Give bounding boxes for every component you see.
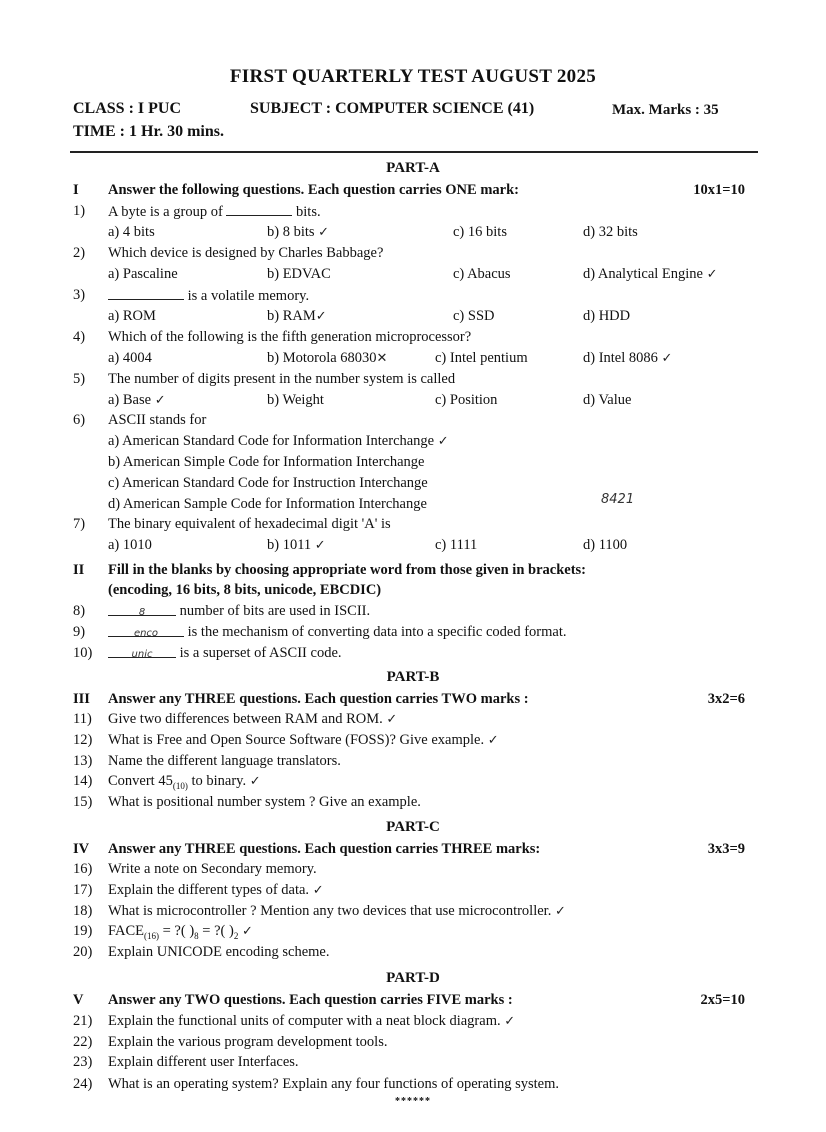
answer-blank (108, 624, 184, 637)
option-b (267, 224, 329, 241)
option-b: b) Weight (267, 392, 324, 408)
tick-mark-icon: ✓ (437, 434, 449, 449)
question-number: 4) (73, 329, 86, 345)
expr-part: = ?( ) (198, 923, 234, 939)
question-text (108, 624, 567, 641)
question-text (108, 1013, 515, 1030)
question-text (108, 645, 342, 662)
tick-mark-icon: ✓ (487, 733, 499, 748)
expr-part: = ?( ) (159, 923, 195, 939)
section-instructions: Answer any TWO questions. Each question carries FIVE marks : (108, 992, 513, 1008)
question-text-start: Convert 45 (108, 773, 173, 789)
handwritten-answer: unic (131, 649, 153, 660)
question-text: Which of the following is the fifth generation microprocessor? (108, 329, 472, 345)
question-number: 18) (73, 903, 93, 919)
tick-mark-icon: ✓ (249, 774, 261, 789)
question-text: Name the different language translators. (108, 753, 341, 769)
question-text (108, 882, 324, 899)
question-number: 21) (73, 1013, 93, 1029)
question-text (108, 603, 370, 620)
max-marks-label: Max. Marks : 35 (612, 102, 719, 118)
question-number: 10) (73, 645, 93, 661)
option-b-text: b) 8 bits (267, 224, 315, 240)
section-instructions: Answer the following questions. Each question carries ONE mark: (108, 182, 519, 198)
option-b-text: b) 1011 (267, 537, 312, 553)
expr-part: FACE (108, 923, 144, 939)
question-text: The number of digits present in the number system is called (108, 371, 456, 387)
question-number: 13) (73, 753, 93, 769)
option-d-text: d) Analytical Engine (583, 266, 703, 282)
question-number: 24) (73, 1076, 93, 1092)
question-text-end: bits. (296, 204, 321, 220)
part-d-heading: PART-D (386, 970, 440, 986)
question-number: 22) (73, 1034, 93, 1050)
question-text (108, 773, 261, 791)
option-a: a) 1010 (108, 537, 152, 553)
question-number: 6) (73, 412, 86, 428)
tick-mark-icon: ✓ (706, 267, 718, 282)
exam-title: FIRST QUARTERLY TEST AUGUST 2025 (229, 66, 597, 87)
answer-blank (108, 645, 176, 658)
question-number: 2) (73, 245, 86, 261)
option-c: c) American Standard Code for Instruction Interchange (108, 475, 428, 491)
base-subscript: 2 (233, 930, 239, 941)
word-bank: (encoding, 16 bits, 8 bits, unicode, EBCDIC) (108, 582, 382, 598)
question-number: 12) (73, 732, 93, 748)
option-c: c) 16 bits (453, 224, 507, 240)
option-b (267, 537, 326, 554)
question-number: 7) (73, 516, 86, 532)
tick-mark-icon: ✓ (504, 1014, 516, 1029)
question-text: ASCII stands for (108, 412, 207, 428)
answer-blank (226, 203, 292, 216)
question-text-end: is a volatile memory. (187, 288, 310, 304)
option-a-text: a) American Standard Code for Information Interchange (108, 433, 435, 449)
option-b: b) American Simple Code for Information Interchange (108, 454, 425, 470)
part-b-heading: PART-B (386, 669, 440, 685)
option-a: a) Pascaline (108, 266, 178, 282)
section-marks: 10x1=10 (693, 182, 745, 198)
tick-mark-icon: ✓ (661, 351, 673, 366)
tick-mark-icon: ✓ (154, 393, 166, 408)
part-c-heading: PART-C (386, 819, 440, 835)
question-text-content: What is Free and Open Source Software (FOSS)? Give example. (108, 732, 485, 748)
tick-mark-icon: ✓ (318, 225, 330, 240)
end-of-paper-marker: ****** (395, 1096, 431, 1107)
question-text-end: to binary. (187, 773, 247, 789)
tick-mark-icon: ✓ (386, 712, 398, 727)
option-a: a) 4 bits (108, 224, 155, 240)
option-d: d) HDD (583, 308, 631, 324)
option-c: c) Intel pentium (435, 350, 528, 366)
section-number: V (73, 992, 84, 1008)
tick-mark-icon: ✓ (241, 924, 253, 939)
section-marks: 2x5=10 (700, 992, 745, 1008)
option-b-text: b) Motorola 68030 (267, 350, 377, 366)
question-number: 1) (73, 203, 86, 219)
tick-mark-icon: ✓ (312, 883, 324, 898)
section-number: III (73, 691, 90, 707)
question-text: The binary equivalent of hexadecimal digit 'A' is (108, 516, 391, 532)
option-d: d) 32 bits (583, 224, 638, 240)
question-number: 23) (73, 1054, 93, 1070)
question-text-content: What is microcontroller ? Mention any two devices that use microcontroller. (108, 903, 552, 919)
base-subscript: (10) (172, 780, 188, 791)
answer-blank (108, 287, 184, 300)
question-number: 15) (73, 794, 93, 810)
question-number: 8) (73, 603, 86, 619)
section-instructions: Answer any THREE questions. Each question carries THREE marks: (108, 841, 541, 857)
question-number: 16) (73, 861, 93, 877)
section-instructions: Fill in the blanks by choosing appropriate word from those given in brackets: (108, 562, 587, 578)
question-number: 20) (73, 944, 93, 960)
tick-mark-icon: ✓ (315, 309, 327, 324)
option-b (267, 350, 387, 367)
question-text (108, 903, 566, 920)
question-number: 3) (73, 287, 86, 303)
question-text (108, 203, 321, 221)
option-b-text: b) RAM (267, 308, 316, 324)
question-text: Which device is designed by Charles Babbage? (108, 245, 384, 261)
subject-label: SUBJECT : COMPUTER SCIENCE (41) (250, 100, 535, 117)
option-d (583, 266, 718, 283)
option-a (108, 433, 449, 450)
option-d: d) American Sample Code for Information Interchange (108, 496, 427, 512)
part-a-heading: PART-A (386, 160, 440, 176)
section-marks: 3x3=9 (707, 841, 745, 857)
section-instructions: Answer any THREE questions. Each question carries TWO marks : (108, 691, 529, 707)
margin-note: 8421 (601, 492, 635, 507)
option-c: c) Abacus (453, 266, 511, 282)
question-number: 14) (73, 773, 93, 789)
section-marks: 3x2=6 (707, 691, 745, 707)
question-text (108, 923, 253, 941)
question-number: 11) (73, 711, 92, 727)
option-a: a) 4004 (108, 350, 152, 366)
question-text: What is positional number system ? Give an example. (108, 794, 421, 810)
question-number: 19) (73, 923, 93, 939)
option-c: c) 1111 (435, 537, 478, 553)
option-d: d) 1100 (583, 537, 628, 553)
section-number: I (73, 182, 79, 198)
question-text (108, 732, 499, 749)
option-a (108, 392, 166, 409)
question-text-content: Explain the different types of data. (108, 882, 310, 898)
question-text: Explain UNICODE encoding scheme. (108, 944, 330, 960)
option-b: b) EDVAC (267, 266, 331, 282)
class-label: CLASS : I PUC (73, 100, 182, 117)
question-text (108, 287, 309, 305)
time-label: TIME : 1 Hr. 30 mins. (73, 123, 224, 140)
question-text: Explain the various program development tools. (108, 1034, 388, 1050)
header-divider (70, 151, 758, 153)
question-number: 17) (73, 882, 93, 898)
question-text: What is an operating system? Explain any four functions of operating system. (108, 1076, 560, 1092)
option-d: d) Value (583, 392, 632, 408)
question-text: Write a note on Secondary memory. (108, 861, 317, 877)
option-a-text: a) Base (108, 392, 152, 408)
question-text-end: number of bits are used in ISCII. (179, 603, 371, 619)
option-d (583, 350, 672, 367)
question-text: Explain different user Interfaces. (108, 1054, 299, 1070)
section-number: II (73, 562, 85, 578)
option-c: c) SSD (453, 308, 495, 324)
option-a: a) ROM (108, 308, 156, 324)
cross-mark-icon: ✕ (376, 351, 388, 366)
question-number: 5) (73, 371, 86, 387)
question-text (108, 711, 397, 728)
option-c: c) Position (435, 392, 498, 408)
handwritten-answer: 8 (138, 607, 146, 618)
handwritten-answer: enco (133, 628, 159, 639)
option-b (267, 308, 327, 325)
tick-mark-icon: ✓ (554, 904, 566, 919)
question-text-content: Explain the functional units of computer with a neat block diagram. (108, 1013, 501, 1029)
base-subscript: (16) (144, 930, 159, 941)
section-number: IV (73, 841, 90, 857)
answer-blank (108, 603, 176, 616)
question-number: 9) (73, 624, 86, 640)
tick-mark-icon: ✓ (314, 538, 326, 553)
question-text-start: A byte is a group of (108, 204, 223, 220)
option-d-text: d) Intel 8086 (583, 350, 658, 366)
base-subscript: 8 (194, 930, 199, 941)
question-text-end: is the mechanism of converting data into a specific coded format. (187, 624, 567, 640)
question-text-content: Give two differences between RAM and ROM. (108, 711, 383, 727)
question-text-end: is a superset of ASCII code. (179, 645, 342, 661)
